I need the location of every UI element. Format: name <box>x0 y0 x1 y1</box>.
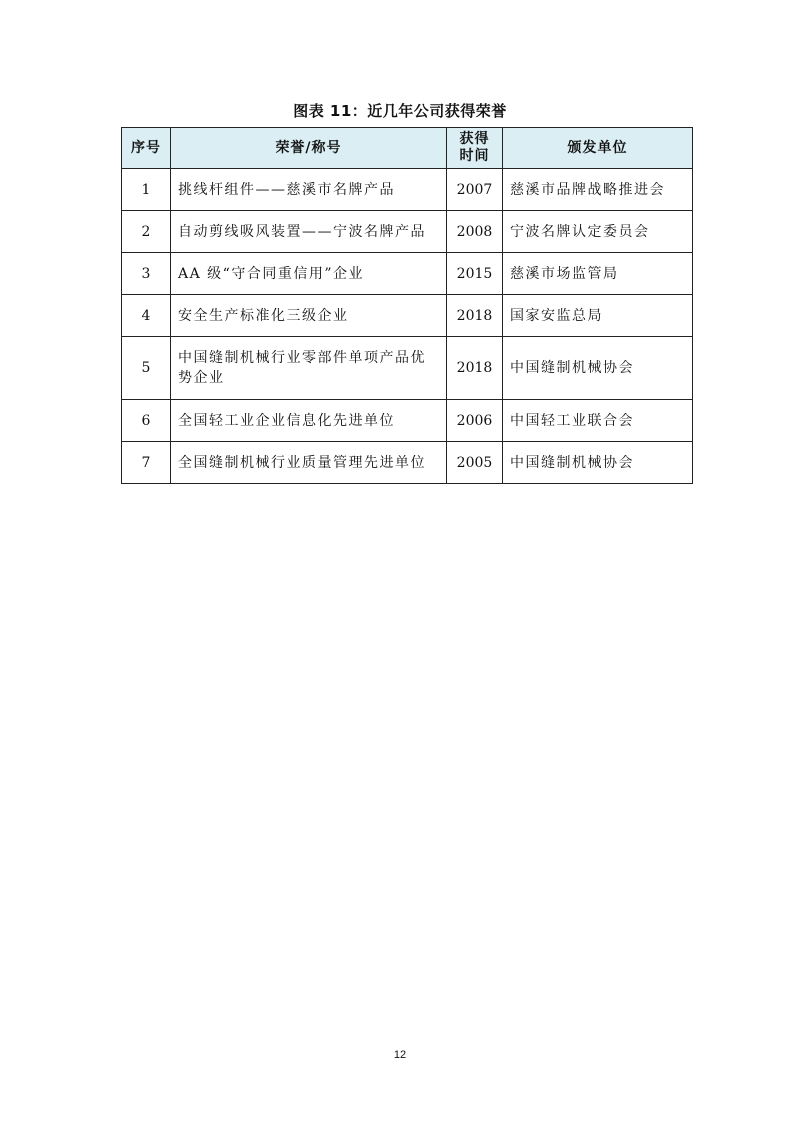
table-header-row <box>122 128 693 169</box>
cell-name: 全国缝制机械行业质量管理先进单位 <box>171 442 447 484</box>
cell-year: 2018 <box>447 295 503 337</box>
cell-no: 2 <box>122 211 171 253</box>
cell-no: 5 <box>122 337 171 400</box>
cell-no: 7 <box>122 442 171 484</box>
cell-org: 慈溪市品牌战略推进会 <box>503 169 693 211</box>
cell-name: 自动剪线吸风装置——宁波名牌产品 <box>171 211 447 253</box>
table-row <box>122 337 693 400</box>
cell-no: 6 <box>122 400 171 442</box>
cell-no: 4 <box>122 295 171 337</box>
header-org: 颁发单位 <box>503 128 693 169</box>
cell-year: 2008 <box>447 211 503 253</box>
page-number: 12 <box>393 1049 407 1061</box>
table-row <box>122 295 693 337</box>
cell-org: 宁波名牌认定委员会 <box>503 211 693 253</box>
cell-year: 2006 <box>447 400 503 442</box>
cell-year: 2007 <box>447 169 503 211</box>
table-row <box>122 211 693 253</box>
header-year <box>447 128 503 169</box>
cell-org: 慈溪市场监管局 <box>503 253 693 295</box>
table-caption: 图表 11：近几年公司获得荣誉 <box>293 102 507 120</box>
cell-no: 1 <box>122 169 171 211</box>
cell-name: 全国轻工业企业信息化先进单位 <box>171 400 447 442</box>
cell-org: 中国轻工业联合会 <box>503 400 693 442</box>
cell-name: 安全生产标准化三级企业 <box>171 295 447 337</box>
cell-org: 中国缝制机械协会 <box>503 337 693 400</box>
cell-year: 2018 <box>447 337 503 400</box>
honors-table <box>121 127 693 484</box>
cell-name: 中国缝制机械行业零部件单项产品优势企业 <box>171 337 447 400</box>
cell-year: 2005 <box>447 442 503 484</box>
table-row <box>122 400 693 442</box>
cell-name: AA 级“守合同重信用”企业 <box>171 253 447 295</box>
table-row <box>122 169 693 211</box>
cell-org: 中国缝制机械协会 <box>503 442 693 484</box>
cell-name: 挑线杆组件——慈溪市名牌产品 <box>171 169 447 211</box>
header-year-label: 获得时间 <box>459 131 490 164</box>
cell-year: 2015 <box>447 253 503 295</box>
table-row <box>122 442 693 484</box>
cell-no: 3 <box>122 253 171 295</box>
cell-org: 国家安监总局 <box>503 295 693 337</box>
table-row <box>122 253 693 295</box>
header-name: 荣誉/称号 <box>171 128 447 169</box>
header-no: 序号 <box>122 128 171 169</box>
